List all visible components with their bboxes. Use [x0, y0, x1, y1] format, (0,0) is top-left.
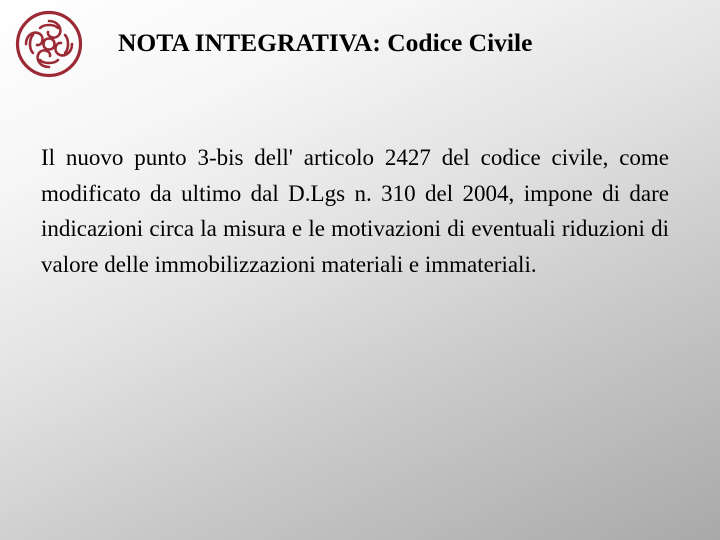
slide-title: NOTA INTEGRATIVA: Codice Civile [118, 28, 533, 57]
body-paragraph: Il nuovo punto 3-bis dell' articolo 2427 del codice civile, come modificato da ultimo dal D.Lgs n. 310 del 2004, impone di dare indicazioni circa la misura e le motivazioni di eventuali riduzioni di valore delle immobilizzazioni materiali e immateriali. [41, 145, 669, 277]
ornamental-knot-logo-icon [14, 9, 84, 79]
